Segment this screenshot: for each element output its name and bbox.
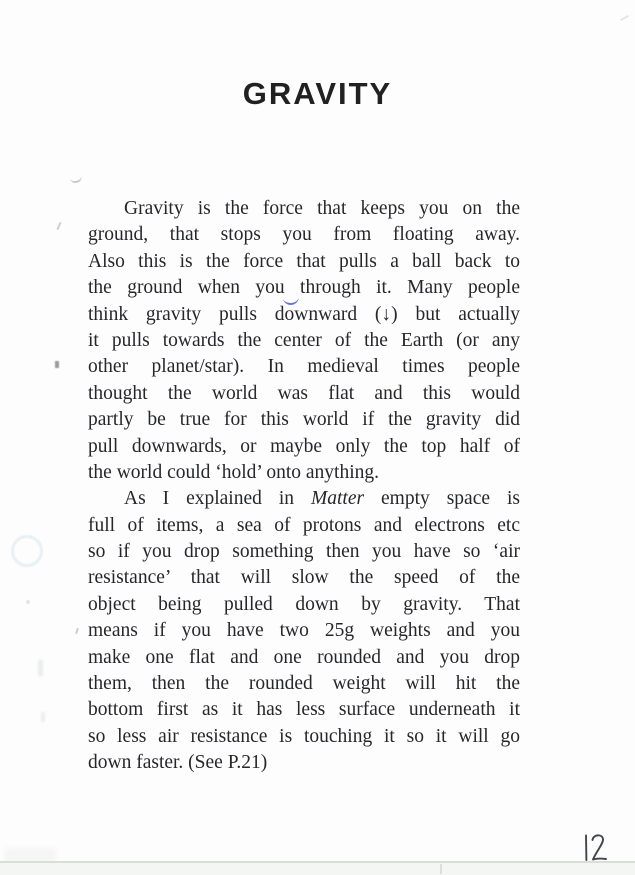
body-text (88, 196, 520, 777)
text-line (88, 354, 520, 380)
pencil-dash-mark (56, 222, 61, 230)
scan-speck (620, 15, 629, 21)
text-line (88, 513, 520, 539)
text-segment: the world could ‘hold’ onto anything. (88, 461, 380, 483)
handwritten-page-number (581, 831, 609, 865)
text-line (88, 222, 520, 248)
text-segment: partly be true for this world if the gravity did (88, 409, 520, 431)
scan-speck (55, 361, 59, 368)
text-segment: make one flat and one rounded and you drop (88, 646, 520, 668)
text-line (88, 697, 520, 723)
text-segment: thought the world was flat and this would (88, 382, 520, 404)
italic-text-segment: Matter (310, 488, 365, 510)
scan-speck (440, 864, 442, 874)
text-line (88, 460, 520, 486)
text-line (88, 618, 520, 644)
text-segment: other planet/star). In medieval times people (88, 356, 520, 378)
text-line (88, 275, 520, 301)
text-line (88, 539, 520, 565)
text-line (88, 486, 520, 512)
text-line (88, 565, 520, 591)
text-line (88, 750, 520, 776)
page-title: GRAVITY (242, 76, 393, 111)
text-segment: object being pulled down by gravity. That (88, 593, 520, 615)
pencil-squiggle-mark (69, 174, 82, 184)
text-segment: down faster. (See P.21) (88, 752, 268, 774)
text-segment: them, then the rounded weight will hit the (88, 673, 520, 695)
text-segment: resistance’ that will slow the speed of the (88, 567, 520, 589)
text-line (88, 592, 520, 618)
text-line (88, 724, 520, 750)
text-line (88, 302, 520, 328)
text-segment: full of items, a sea of protons and electrons etc (88, 514, 520, 536)
text-line (88, 249, 520, 275)
text-segment: pull downwards, or maybe only the top half of (88, 435, 520, 457)
scan-smudge (38, 660, 43, 676)
text-line (88, 434, 520, 460)
text-segment: means if you have two 25g weights and you (88, 620, 520, 642)
text-segment: Gravity is the force that keeps you on the (124, 198, 520, 219)
text-segment: empty space is (364, 488, 520, 510)
text-line (88, 381, 520, 407)
text-segment: think gravity pulls downward (↓) but actually (88, 303, 520, 325)
pencil-tick-mark (75, 628, 79, 634)
text-line (88, 671, 520, 697)
text-line (88, 196, 520, 222)
text-segment: Also this is the force that pulls a ball back to (88, 250, 520, 272)
text-line (88, 407, 520, 433)
text-segment: As I explained in (124, 488, 311, 510)
punch-hole-mark (11, 535, 43, 567)
text-segment: the ground when you through it. Many people (88, 277, 520, 299)
text-segment: ground, that stops you from floating away. (88, 224, 520, 246)
text-segment: bottom first as it has less surface underneath it (88, 699, 520, 721)
text-line (88, 645, 520, 671)
scan-speck (26, 600, 30, 604)
text-segment: so if you drop something then you have so ‘air (88, 541, 520, 563)
scan-bottom-strip (0, 863, 635, 875)
text-segment: so less air resistance is touching it so it will go (88, 725, 520, 747)
scan-smudge (41, 712, 45, 722)
text-segment: it pulls towards the center of the Earth (or any (88, 329, 520, 351)
text-line (88, 328, 520, 354)
